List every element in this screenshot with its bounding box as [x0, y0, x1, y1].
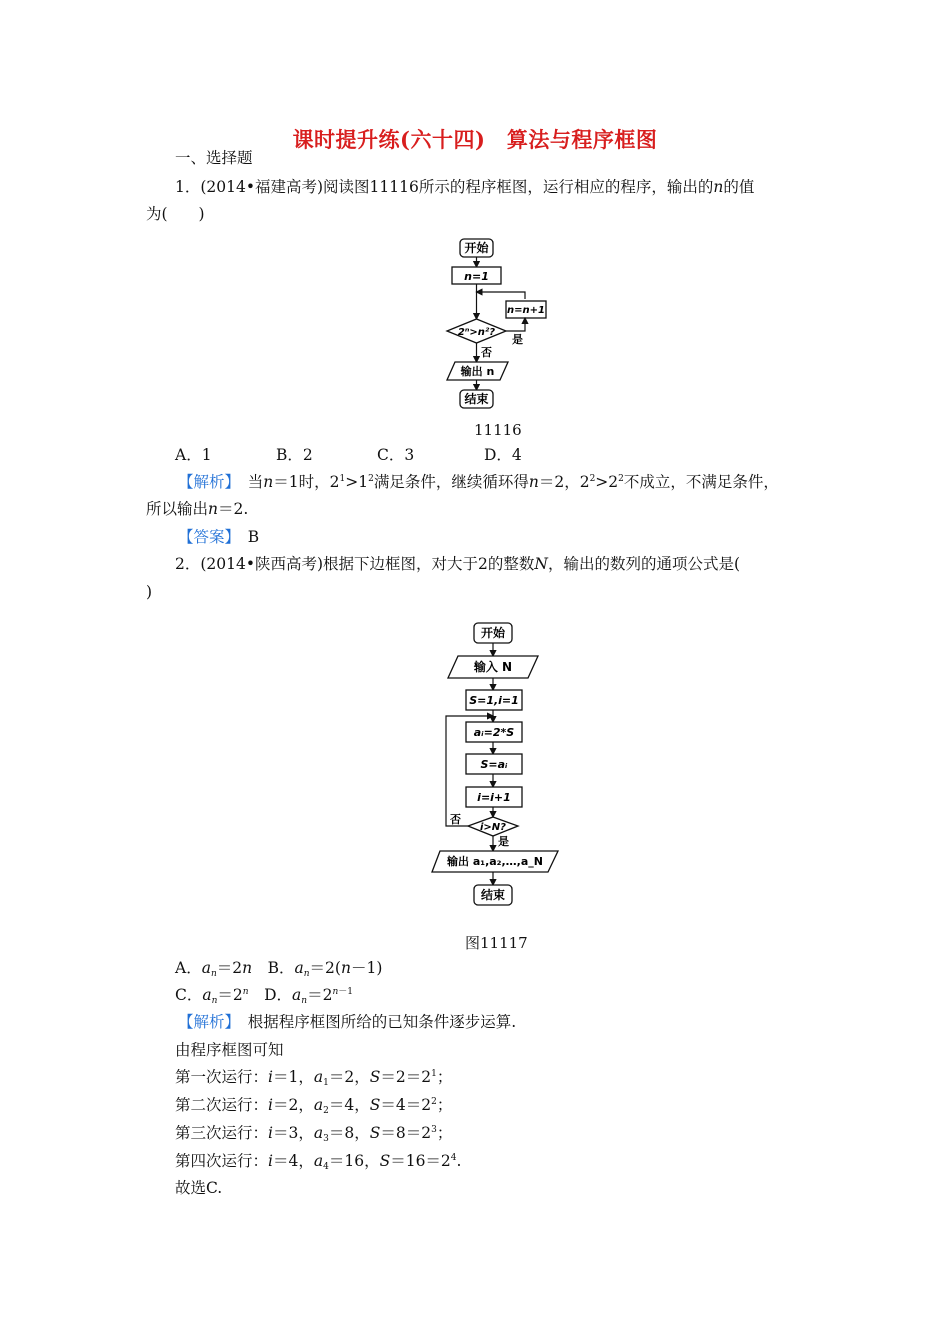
q1-analysis-line1: 【解析】 当n＝1时，$2^1>1^2$满足条件，继续循环得n＝2，$2^2>2^2$不成立，不满足条件，	[178, 473, 779, 491]
section-heading: 一、选择题	[175, 149, 253, 167]
q1-output-label: 输出 n	[460, 365, 495, 378]
q2-output-label: 输出 a₁,a₂,…,a_N	[447, 855, 543, 868]
q1-yes-label: 是	[512, 333, 523, 346]
q1-stem-line1: 1．(2014•福建高考)阅读图11116所示的程序框图，运行相应的程序，输出的n的值	[175, 178, 755, 196]
q1-option-b: B．2	[276, 446, 313, 464]
q2-stem-line1: 2．(2014•陕西高考)根据下边框图，对大于2的整数N，输出的数列的通项公式是(	[175, 555, 741, 573]
q1-option-d: D．4	[484, 446, 522, 464]
q1-figure-label: 11116	[474, 421, 522, 439]
q2-run-2: 第二次运行：i＝2，$a_2=4$，$S=4=2^2$；	[175, 1096, 453, 1116]
q1-stem-line2: 为( )	[146, 205, 205, 223]
q1-no-label: 否	[481, 346, 492, 359]
q2-options-line2: C．$a_n=2^n$ D．$a_n=2^{n-1}$	[175, 986, 353, 1006]
q1-analysis-line2: 所以输出n＝2.	[146, 500, 249, 518]
q2-run-4: 第四次运行：i＝4，$a_4=16$，$S=16=2^4$.	[175, 1152, 462, 1172]
q2-run-1: 第一次运行：i＝1，$a_1=2$，$S=2=2^1$；	[175, 1068, 453, 1088]
q1-start-label: 开始	[464, 241, 489, 255]
q2-no-label: 否	[450, 813, 461, 826]
q1-analysis-tag: 【解析】	[178, 473, 233, 491]
q2-step1-label: aᵢ=2*S	[473, 726, 515, 739]
q1-init-label: n=1	[464, 270, 489, 283]
q2-step2-label: S=aᵢ	[480, 758, 508, 771]
q2-step3-label: i=i+1	[477, 791, 511, 804]
q1-update-label: n=n+1	[507, 305, 545, 316]
q2-derive-line: 由程序框图可知	[175, 1041, 284, 1059]
q2-options-line1: A．$a_n=2n$ B．$a_n=2(n-1)$	[175, 959, 383, 979]
q2-input-label: 输入 N	[473, 660, 513, 674]
q1-answer: B	[247, 528, 260, 546]
q2-yes-label: 是	[498, 835, 509, 848]
page-title: 课时提升练(六十四) 算法与程序框图	[292, 127, 658, 152]
q1-answer-line	[178, 527, 259, 547]
q2-decision-label: i>N?	[480, 822, 506, 833]
q1-option-a: A．1	[175, 446, 212, 464]
q2-flowchart	[428, 620, 568, 912]
q1-option-c: C．3	[377, 446, 415, 464]
q2-init-label: S=1,i=1	[469, 694, 519, 707]
q2-end-label: 结束	[480, 888, 506, 902]
q2-analysis-tag: 【解析】	[178, 1013, 233, 1031]
q1-decision-label: 2ⁿ>n²?	[457, 327, 496, 338]
q2-figure-label: 图11117	[465, 934, 528, 952]
q1-flowchart	[440, 236, 560, 411]
q2-start-label: 开始	[480, 626, 506, 640]
q1-end-label: 结束	[464, 392, 489, 406]
q1-answer-tag: 【答案】	[178, 528, 233, 546]
q2-conclusion: 故选C.	[175, 1179, 223, 1197]
q2-analysis-line: 【解析】 根据程序框图所给的已知条件逐步运算.	[178, 1013, 517, 1031]
q2-stem-line2: )	[146, 583, 153, 601]
q2-run-3: 第三次运行：i＝3，$a_3=8$，$S=8=2^3$；	[175, 1124, 453, 1144]
